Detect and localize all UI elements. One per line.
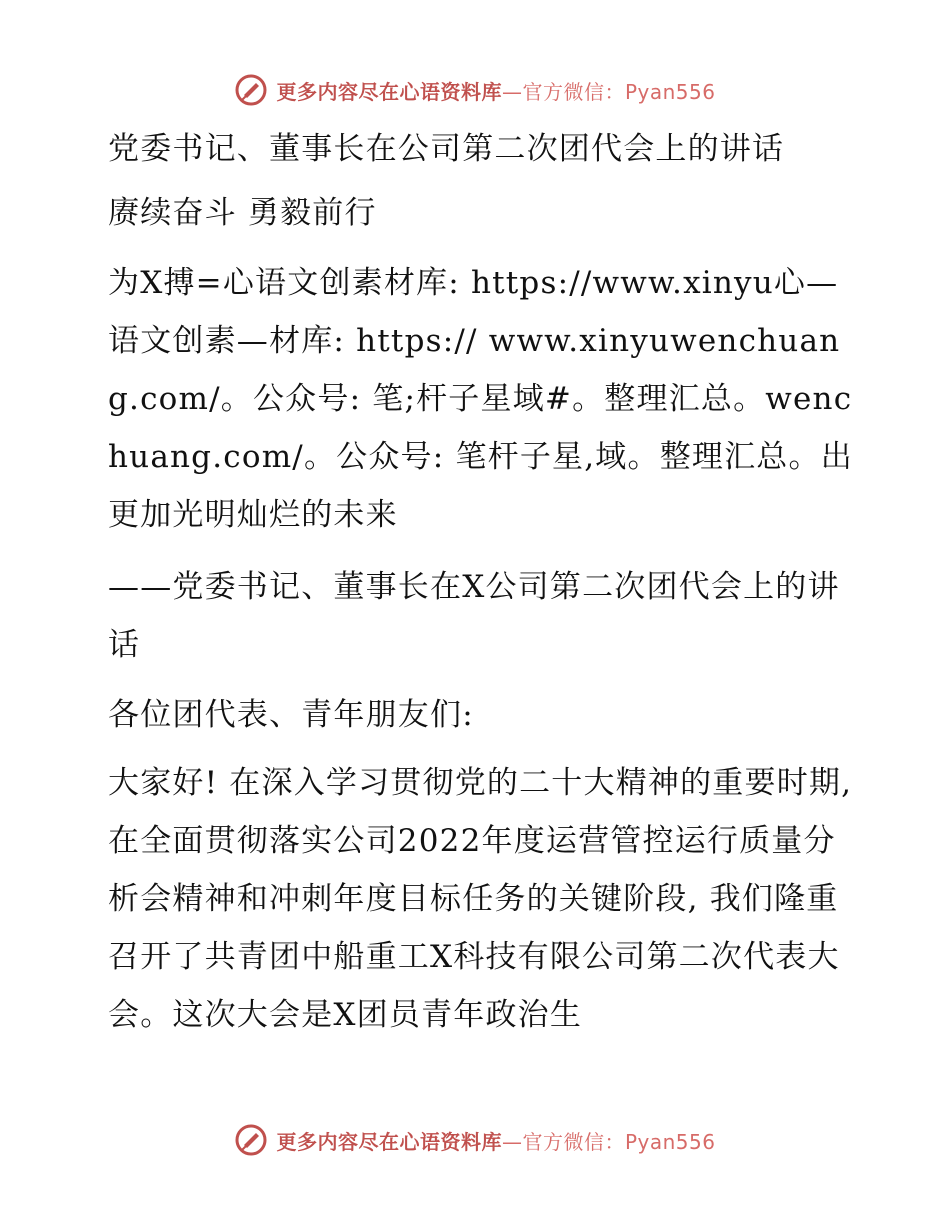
greeting: 各位团代表、青年朋友们: [108, 697, 474, 733]
document-title: 党委书记、董事长在公司第二次团代会上的讲话 [108, 131, 785, 167]
brand-logo-icon [234, 1123, 268, 1157]
source-url-paragraph: 为X搏=心语文创素材库: https://www.xinyu心—语文创素—材库: https:// www.xinyuwenchuang.com/。公众号: 笔;杆子星域#。整理汇总。wenchuang.com/。公众号: 笔杆子星,域。整理汇总。出更加光明灿烂的未来 [108, 265, 853, 533]
byline: ——党委书记、董事长在X公司第二次团代会上的讲话 [108, 569, 840, 663]
document-subtitle: 赓续奋斗 勇毅前行 [108, 195, 377, 231]
document-body [98, 120, 864, 1044]
watermark-text: 更多内容尽在心语资料库—官方微信：Pyan556 [276, 1129, 716, 1154]
speech-body-paragraph: 大家好! 在深入学习贯彻党的二十大精神的重要时期, 在全面贯彻落实公司2022年度运营管控运行质量分析会精神和冲刺年度目标任务的关键阶段, 我们隆重召开了共青团中船重工X科技有限公司第二次代表大会。这次大会是X团员青年政治生 [108, 765, 864, 1033]
watermark-banner-top [0, 70, 950, 110]
watermark-text: 更多内容尽在心语资料库—官方微信：Pyan556 [276, 79, 716, 104]
brand-logo-icon [234, 73, 268, 107]
watermark-banner-bottom [0, 1120, 950, 1160]
